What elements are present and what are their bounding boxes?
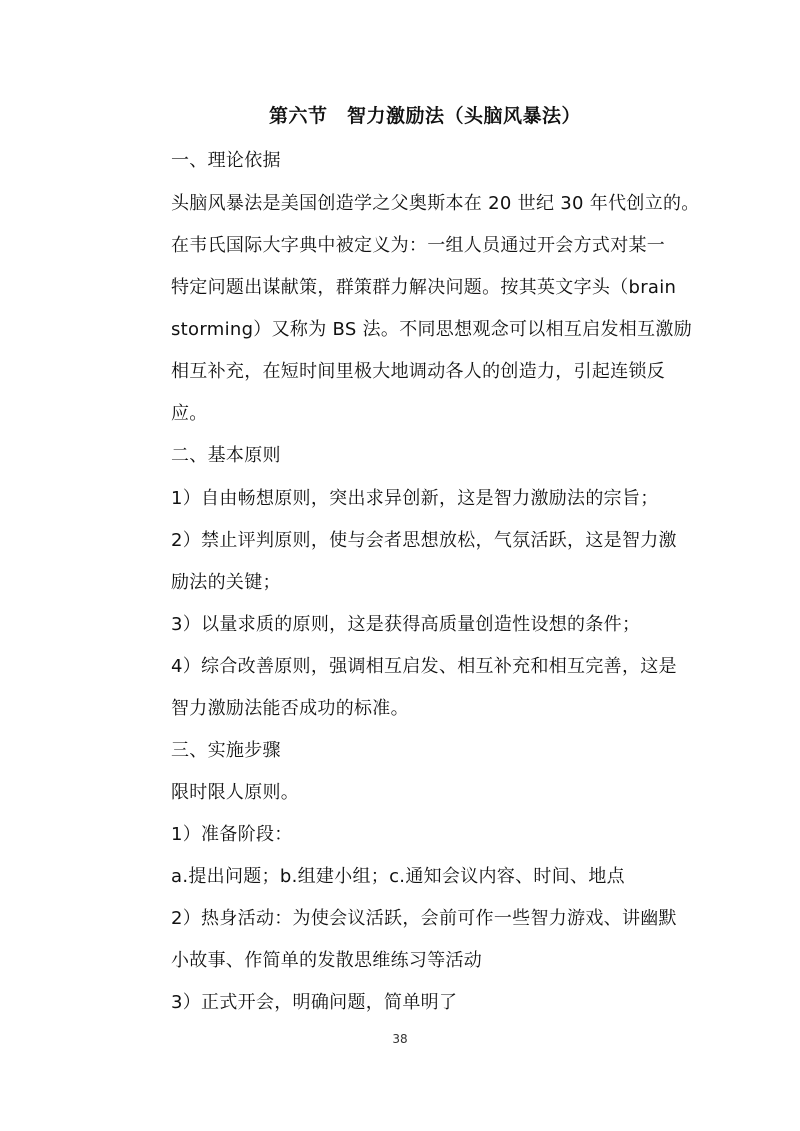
step-item: 2）热身活动：为使会议活跃，会前可作一些智力游戏、讲幽默 xyxy=(171,908,677,929)
heading-basic-principles: 二、基本原则 xyxy=(171,445,281,466)
paragraph-line: 在韦氏国际大字典中被定义为：一组人员通过开会方式对某一 xyxy=(171,235,666,256)
step-item: 1）准备阶段： xyxy=(171,824,293,845)
principle-item: 1）自由畅想原则，突出求异创新，这是智力激励法的宗旨； xyxy=(171,488,659,509)
paragraph-line: 限时限人原则。 xyxy=(171,782,300,803)
principle-item: 3）以量求质的原则，这是获得高质量创造性设想的条件； xyxy=(171,614,641,635)
paragraph-line: storming）又称为 BS 法。不同思想观念可以相互启发相互激励 xyxy=(171,319,692,340)
heading-theory-basis: 一、理论依据 xyxy=(171,150,281,171)
paragraph-line: 相互补充，在短时间里极大地调动各人的创造力，引起连锁反 xyxy=(171,361,666,382)
section-title: 第六节 智力激励法（头脑风暴法） xyxy=(268,105,581,127)
principle-item: 励法的关键； xyxy=(171,572,281,593)
step-item: 小故事、作简单的发散思维练习等活动 xyxy=(171,950,483,971)
principle-item: 智力激励法能否成功的标准。 xyxy=(171,698,409,719)
paragraph-line: 头脑风暴法是美国创造学之父奥斯本在 20 世纪 30 年代创立的。 xyxy=(171,193,700,214)
principle-item: 2）禁止评判原则，使与会者思想放松，气氛活跃，这是智力激 xyxy=(171,530,677,551)
paragraph-line: 特定问题出谋献策，群策群力解决问题。按其英文字头（brain xyxy=(171,277,677,298)
step-item: a.提出问题；b.组建小组；c.通知会议内容、时间、地点 xyxy=(171,866,625,887)
principle-item: 4）综合改善原则，强调相互启发、相互补充和相互完善，这是 xyxy=(171,656,677,677)
heading-implementation-steps: 三、实施步骤 xyxy=(171,740,281,761)
paragraph-line: 应。 xyxy=(171,403,208,424)
page-number: 38 xyxy=(392,1032,408,1046)
step-item: 3）正式开会，明确问题，简单明了 xyxy=(171,992,458,1013)
